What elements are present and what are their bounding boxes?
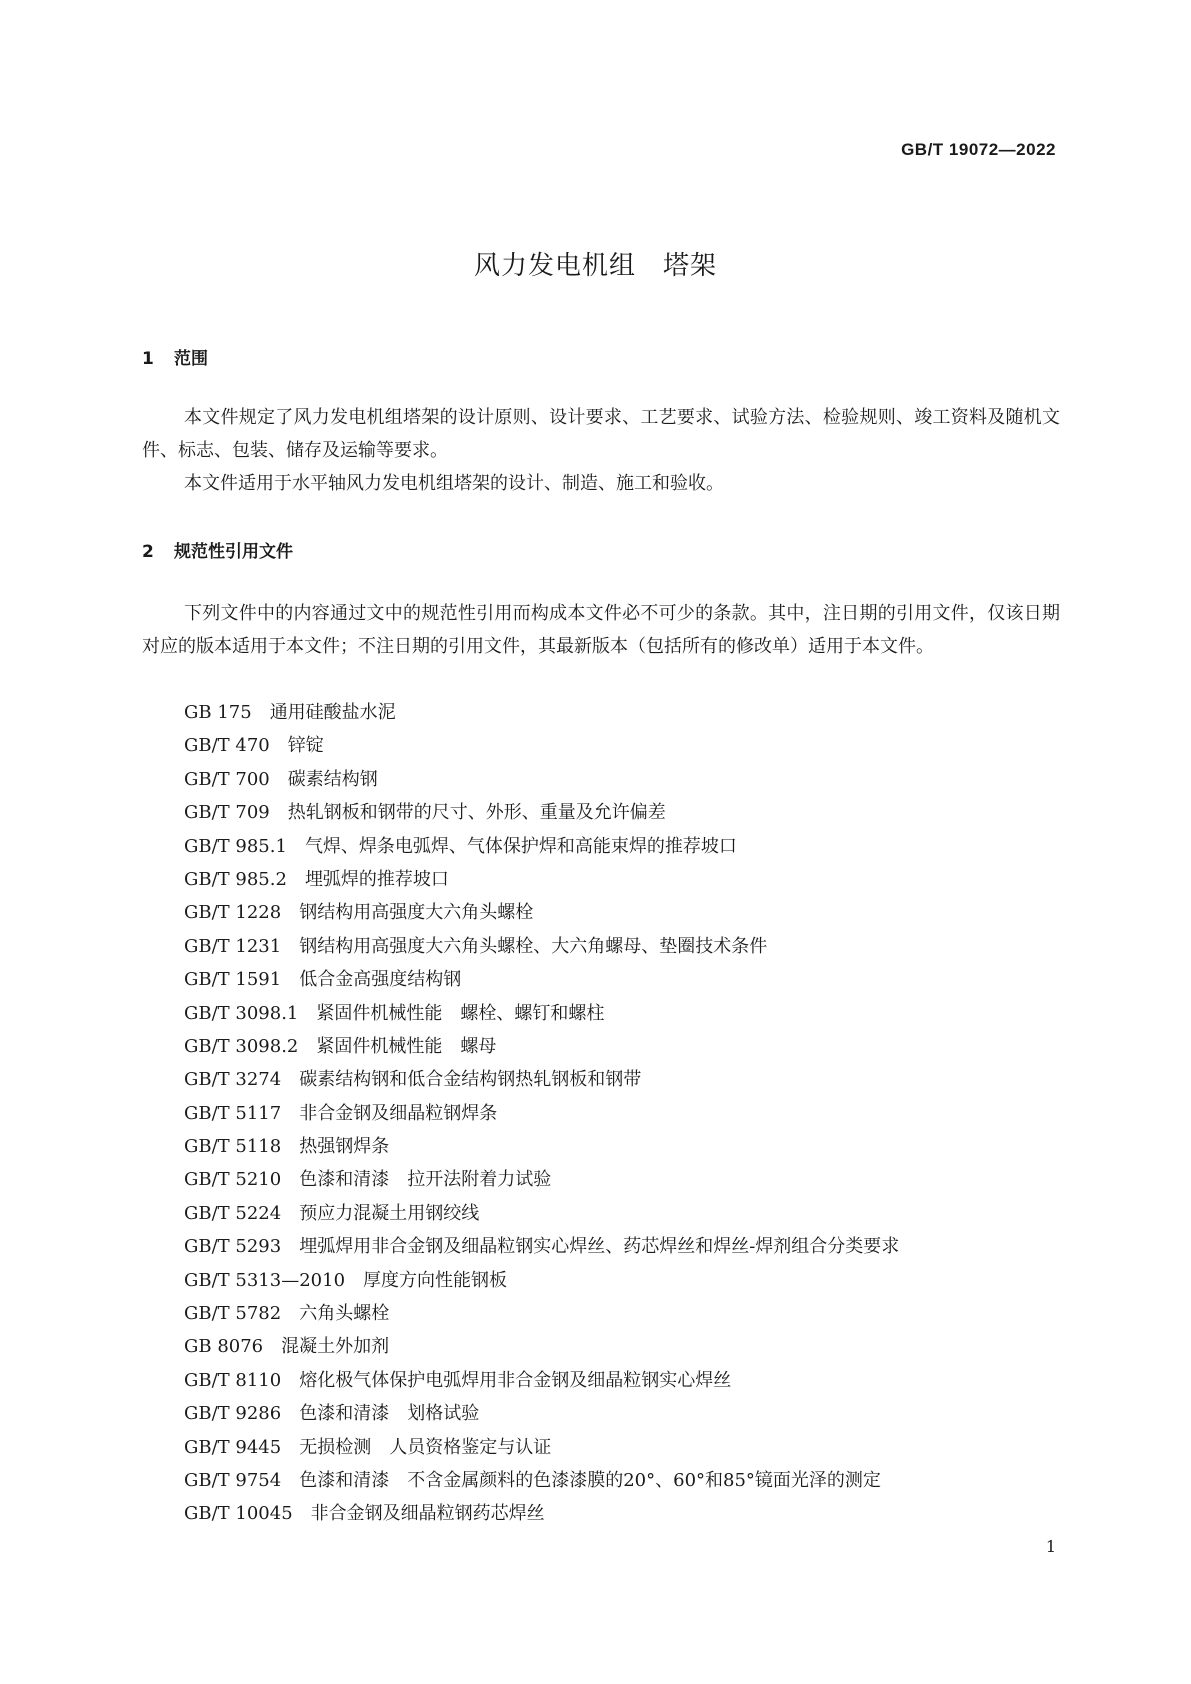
reference-code: GB/T 3098.2 [184,1035,299,1057]
reference-code: GB/T 9286 [184,1403,282,1425]
reference-title: 熔化极气体保护电弧焊用非合金钢及细晶粒钢实心焊丝 [299,1369,732,1391]
reference-code: GB/T 10045 [184,1503,293,1525]
reference-item [184,997,899,1030]
reference-item [184,963,899,996]
reference-item [184,1297,899,1330]
reference-title: 埋弧焊的推荐坡口 [304,868,449,890]
reference-item [184,1497,899,1530]
reference-code: GB/T 5210 [184,1169,282,1191]
document-title: 风力发电机组 塔架 [473,251,717,281]
reference-item [184,1431,899,1464]
reference-code: GB/T 5224 [184,1202,282,1224]
reference-item [184,1330,899,1363]
reference-code: GB 8076 [184,1336,264,1358]
reference-item [184,896,899,929]
reference-title: 钢结构用高强度大六角头螺栓 [299,902,534,924]
reference-title: 通用硅酸盐水泥 [269,702,396,723]
section-title: 范围 [174,349,208,369]
reference-title: 钢结构用高强度大六角头螺栓、大六角螺母、垫圈技术条件 [299,935,768,957]
reference-code: GB/T 3274 [184,1069,282,1091]
reference-code: GB/T 9754 [184,1469,282,1491]
reference-item [184,1097,899,1130]
section-number: 1 [142,349,154,369]
reference-code: GB/T 470 [184,735,270,757]
page-number: 1 [1045,1537,1056,1556]
reference-item [184,930,899,963]
reference-item [184,1063,899,1096]
reference-item [184,863,899,896]
reference-title: 非合金钢及细晶粒钢药芯焊丝 [310,1503,545,1525]
reference-item [184,1264,899,1297]
reference-code: GB/T 985.1 [184,835,287,857]
reference-title: 六角头螺栓 [299,1303,390,1325]
reference-item [184,1197,899,1230]
reference-title: 碳素结构钢 [287,768,378,790]
reference-list [184,696,899,1531]
reference-title: 气焊、焊条电弧焊、气体保护焊和高能束焊的推荐坡口 [304,835,737,857]
reference-title: 无损检测 人员资格鉴定与认证 [299,1436,552,1458]
reference-title: 预应力混凝土用钢绞线 [299,1202,480,1224]
reference-item [184,1230,899,1263]
reference-title: 紧固件机械性能 螺栓、螺钉和螺柱 [316,1002,605,1024]
reference-item [184,1464,899,1497]
reference-code: GB/T 5313—2010 [184,1269,346,1291]
reference-title: 非合金钢及细晶粒钢焊条 [299,1102,498,1124]
section-title: 规范性引用文件 [174,542,293,562]
reference-item [184,1364,899,1397]
reference-item [184,1130,899,1163]
reference-code: GB/T 3098.1 [184,1002,299,1024]
reference-title: 色漆和清漆 不含金属颜料的色漆漆膜的20°、60°和85°镜面光泽的测定 [299,1469,881,1491]
reference-title: 色漆和清漆 划格试验 [299,1403,480,1425]
reference-title: 低合金高强度结构钢 [299,969,462,991]
reference-code: GB/T 1228 [184,902,282,924]
reference-item [184,1163,899,1196]
reference-code: GB/T 1591 [184,969,282,991]
reference-code: GB/T 9445 [184,1436,282,1458]
reference-code: GB/T 5118 [184,1136,282,1158]
reference-title: 色漆和清漆 拉开法附着力试验 [299,1169,552,1191]
reference-code: GB/T 5782 [184,1303,282,1325]
reference-item [184,796,899,829]
reference-title: 热强钢焊条 [299,1136,390,1158]
standard-number: GB/T 19072—2022 [901,140,1056,159]
reference-title: 埋弧焊用非合金钢及细晶粒钢实心焊丝、药芯焊丝和焊丝-焊剂组合分类要求 [299,1236,900,1258]
scope-paragraph-1: 本文件规定了风力发电机组塔架的设计原则、设计要求、工艺要求、试验方法、检验规则、竣工资料及随机文件、标志、包装、储存及运输等要求。 [142,407,1060,461]
reference-item [184,1030,899,1063]
reference-item [184,830,899,863]
reference-code: GB/T 985.2 [184,868,287,890]
reference-item [184,696,899,729]
reference-code: GB 175 [184,702,252,723]
section-number: 2 [142,542,154,562]
scope-paragraph-2: 本文件适用于水平轴风力发电机组塔架的设计、制造、施工和验收。 [184,473,724,494]
reference-item [184,729,899,762]
reference-item [184,763,899,796]
reference-title: 厚度方向性能钢板 [363,1269,508,1291]
reference-title: 碳素结构钢和低合金结构钢热轧钢板和钢带 [299,1069,642,1091]
reference-item [184,1397,899,1430]
reference-title: 热轧钢板和钢带的尺寸、外形、重量及允许偏差 [287,802,666,824]
reference-code: GB/T 5117 [184,1102,282,1124]
reference-title: 混凝土外加剂 [281,1336,390,1358]
reference-code: GB/T 700 [184,768,270,790]
section-heading-normative-references [142,537,293,562]
reference-code: GB/T 5293 [184,1236,282,1258]
reference-code: GB/T 8110 [184,1369,282,1391]
reference-code: GB/T 1231 [184,935,282,957]
reference-title: 紧固件机械性能 螺母 [316,1035,497,1057]
reference-code: GB/T 709 [184,802,270,824]
references-intro-paragraph: 下列文件中的内容通过文中的规范性引用而构成本文件必不可少的条款。其中，注日期的引用文件，仅该日期对应的版本适用于本文件；不注日期的引用文件，其最新版本（包括所有的修改单）适用于本文件。 [142,603,1060,657]
section-heading-scope [142,344,208,369]
reference-title: 锌锭 [287,735,324,757]
